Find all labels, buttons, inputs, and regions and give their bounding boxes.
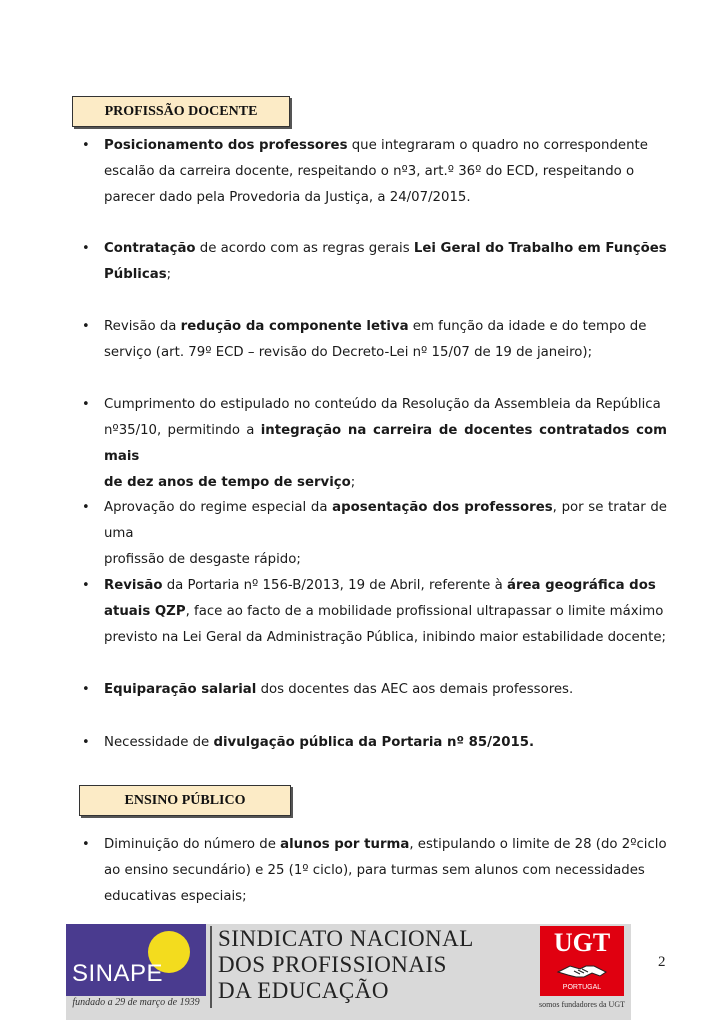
item-text-line: [104, 884, 667, 910]
text-run: previsto na Lei Geral da Administração Pública, inibindo maior estabilidade docente;: [104, 630, 666, 645]
footer-banner: [66, 924, 631, 1020]
list-item: [79, 573, 667, 651]
item-text-line: [104, 470, 667, 496]
bold-text: Lei Geral do Trabalho em Funções: [413, 241, 667, 256]
bold-text: Contratação: [104, 241, 196, 256]
item-text-line: [104, 730, 667, 756]
text-run: dos docentes das AEC aos demais professores.: [256, 682, 574, 697]
handshake-icon: [556, 960, 608, 982]
item-text-line: [104, 832, 667, 858]
text-run: que integraram o quadro no correspondente: [347, 138, 648, 153]
item-text-line: [104, 185, 667, 211]
ugt-logo: [540, 926, 624, 996]
item-text-line: [104, 599, 667, 625]
bold-text: Revisão: [104, 578, 163, 593]
bold-text: aposentação dos professores: [332, 500, 553, 515]
list-item: [79, 314, 667, 366]
page-number: 2: [658, 954, 666, 970]
text-run: profissão de desgaste rápido;: [104, 552, 301, 567]
list-item: [79, 677, 667, 703]
bold-text: Equiparação salarial: [104, 682, 257, 697]
item-text-line: [104, 340, 667, 366]
text-run: Revisão da: [104, 319, 181, 334]
bold-text: Posicionamento dos professores: [104, 138, 348, 153]
item-text-line: [104, 236, 667, 262]
item-text-line: [104, 547, 667, 573]
text-run: , por se tratar de uma: [104, 500, 667, 541]
text-run: parecer dado pela Provedoria da Justiça, a 24/07/2015.: [104, 190, 471, 205]
text-run: educativas especiais;: [104, 889, 247, 904]
item-text-line: [104, 677, 667, 703]
list-item: [79, 133, 667, 211]
item-text-line: [104, 625, 667, 651]
bold-text: integração na carreira de docentes contratados com mais: [104, 423, 667, 464]
bold-text: atuais QZP: [104, 604, 186, 619]
item-text-line: [104, 159, 667, 185]
union-name-line-3: DA EDUCAÇÃO: [218, 978, 389, 1003]
text-run: escalão da carreira docente, respeitando o nº3, art.º 36º do ECD, respeitando o: [104, 164, 635, 179]
text-run: , face ao facto de a mobilidade profissional ultrapassar o limite máximo: [185, 604, 664, 619]
text-run: Cumprimento do estipulado no conteúdo da Resolução da Assembleia da República: [104, 397, 661, 412]
text-run: nº35/10, permitindo a: [104, 423, 261, 438]
ugt-tagline: somos fundadores da UGT: [539, 1000, 625, 1009]
text-run: ;: [350, 475, 356, 490]
list-item: [79, 730, 667, 756]
founded-date: fundado a 29 de março de 1939: [72, 997, 200, 1008]
bold-text: Públicas: [104, 267, 167, 282]
item-text-line: [104, 573, 667, 599]
section-header-ensino-publico: ENSINO PÚBLICO: [79, 785, 291, 816]
sinape-logo: [66, 924, 206, 996]
text-run: serviço (art. 79º ECD – revisão do Decreto-Lei nº 15/07 de 19 de janeiro);: [104, 345, 593, 360]
text-run: Necessidade de: [104, 735, 214, 750]
text-run: ao ensino secundário) e 25 (1º ciclo), para turmas sem alunos com necessidades: [104, 863, 645, 878]
text-run: em função da idade e do tempo de: [408, 319, 647, 334]
text-run: Diminuição do número de: [104, 837, 281, 852]
item-text-line: [104, 133, 667, 159]
item-text-line: [104, 314, 667, 340]
text-run: ;: [166, 267, 172, 282]
text-run: , estipulando o limite de 28 (do 2ºciclo: [409, 837, 667, 852]
bold-text: de dez anos de tempo de serviço: [104, 475, 351, 490]
text-run: de acordo com as regras gerais: [195, 241, 414, 256]
section-header-profissao-docente: PROFISSÃO DOCENTE: [72, 96, 290, 127]
bold-text: alunos por turma: [280, 837, 410, 852]
list-item: [79, 495, 667, 573]
ugt-country: PORTUGAL: [562, 984, 602, 991]
list-item: [79, 392, 667, 496]
union-name-line-1: SINDICATO NACIONAL: [218, 926, 474, 951]
item-text-line: [104, 495, 667, 547]
list-item: [79, 832, 667, 910]
item-text-line: [104, 858, 667, 884]
list-item: [79, 236, 667, 288]
bold-text: redução da componente letiva: [180, 319, 409, 334]
union-name-line-2: DOS PROFISSIONAIS: [218, 952, 447, 977]
item-text-line: [104, 392, 667, 418]
item-text-line: [104, 418, 667, 470]
bold-text: divulgação pública da Portaria nº 85/2015.: [213, 735, 535, 750]
text-run: da Portaria nº 156-B/2013, 19 de Abril, referente à: [162, 578, 507, 593]
sinape-wordmark: SINAPE: [72, 960, 164, 987]
text-run: Aprovação do regime especial da: [104, 500, 333, 515]
ugt-wordmark: UGT: [553, 928, 611, 957]
bold-text: área geográfica dos: [506, 578, 656, 593]
item-text-line: [104, 262, 667, 288]
footer-divider: [210, 926, 212, 1008]
